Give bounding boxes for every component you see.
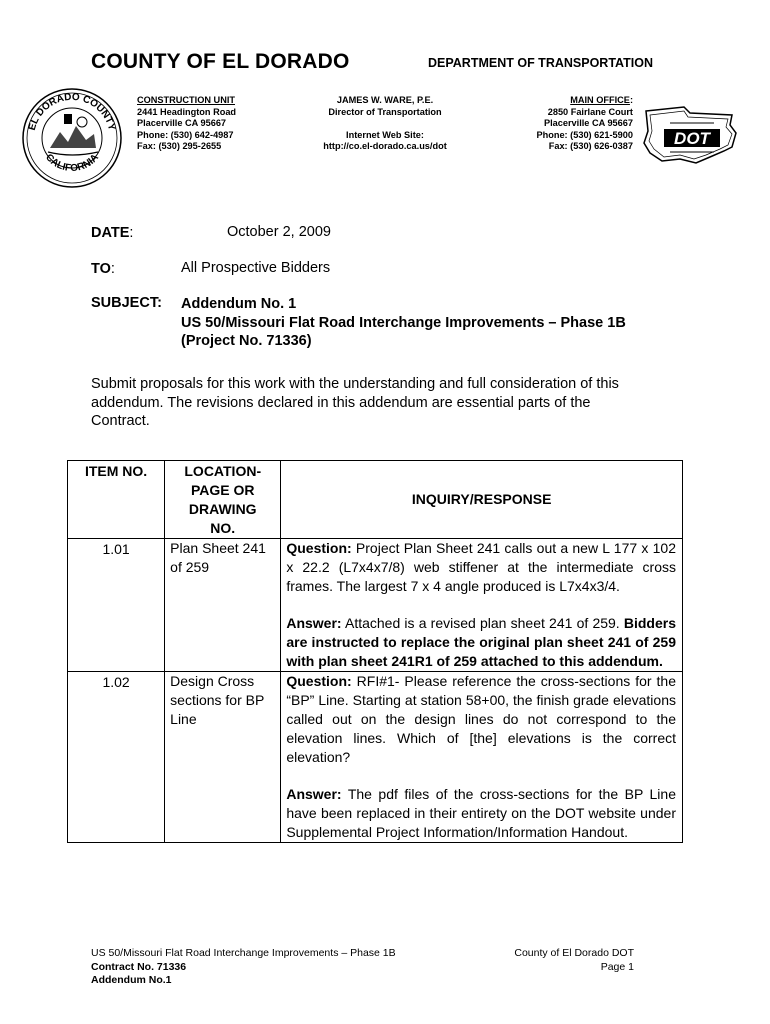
- construction-unit-city: Placerville CA 95667: [137, 118, 227, 128]
- item-location: Design Cross sections for BP Line: [165, 672, 281, 843]
- question-paragraph: [286, 672, 676, 767]
- subject-line: (Project No. 71336): [181, 333, 312, 349]
- to-label: TO: [91, 261, 111, 277]
- construction-unit-title: CONSTRUCTION UNIT: [137, 95, 235, 105]
- main-office-block: [505, 95, 633, 153]
- date-value: October 2, 2009: [227, 224, 331, 240]
- footer-org: County of El Dorado DOT: [514, 947, 634, 959]
- subject-label: SUBJECT:: [91, 295, 162, 311]
- item-response: [281, 539, 683, 672]
- intro-paragraph: Submit proposals for this work with the understanding and full consideration of this addendum. The revisions declared in this addendum are essential parts of the Contract.: [91, 376, 619, 429]
- item-response: [281, 672, 683, 843]
- subject-line: US 50/Missouri Flat Road Interchange Improvements – Phase 1B: [181, 314, 626, 331]
- director-block: [300, 95, 470, 153]
- construction-unit-phone: Phone: (530) 642-4987: [137, 129, 234, 140]
- header-location: LOCATION-PAGE OR DRAWING NO.: [165, 461, 281, 539]
- county-title: COUNTY OF EL DORADO: [91, 50, 350, 73]
- footer-addendum: Addendum No.1: [91, 974, 172, 986]
- to-value: All Prospective Bidders: [181, 260, 331, 276]
- date-row: [91, 224, 133, 242]
- main-office-phone: Phone: (530) 621-5900: [536, 129, 633, 140]
- subject-line: Addendum No. 1: [181, 296, 297, 312]
- dot-logo-text: DOT: [674, 129, 710, 148]
- footer-left: [91, 947, 396, 988]
- answer-text: The pdf files of the cross-sections for the BP Line have been replaced in their entirety on the DOT website under Supplemental Project Information/Information Handout.: [286, 786, 676, 840]
- item-location: Plan Sheet 241 of 259: [165, 539, 281, 672]
- main-office-title-colon: :: [629, 95, 633, 105]
- answer-text: Attached is a revised plan sheet 241 of 259.: [341, 615, 624, 631]
- footer-project: US 50/Missouri Flat Road Interchange Improvements – Phase 1B: [91, 947, 396, 959]
- question-paragraph: [286, 539, 676, 596]
- answer-paragraph: [286, 614, 676, 671]
- to-colon: :: [110, 261, 115, 277]
- construction-unit-block: [137, 95, 236, 153]
- question-text: Project Plan Sheet 241 calls out a new L 177 x 102 x 22.2 (L7x4x7/8) web stiffener at the intermediate cross frames. The largest 7 x 4 angle produced is L7x4x3/4.: [286, 540, 676, 594]
- date-label: DATE: [91, 225, 130, 241]
- dot-logo-icon: [640, 103, 738, 167]
- item-number: 1.01: [68, 539, 165, 672]
- director-name: JAMES W. WARE, P.E.: [336, 95, 434, 105]
- county-seal-icon: [20, 86, 124, 190]
- question-text: RFI#1- Please reference the cross-sections for the “BP” Line. Starting at station 58+00, the finish grade elevations called out on the design lines do not correspond to the elevation lines. Which of [the] elevations is the correct elevation?: [286, 673, 676, 765]
- answer-label: Answer:: [286, 615, 342, 631]
- website-url[interactable]: http://co.el-dorado.ca.us/dot: [323, 141, 447, 151]
- seal-top-text: EL DORADO COUNTY: [26, 91, 118, 132]
- answer-emphasis: Bidders are instructed to replace the original plan sheet 241 of 259 with plan sheet 241R1 of 259 attached to this addendum.: [286, 615, 676, 669]
- table-row: [68, 539, 683, 672]
- main-office-city: Placerville CA 95667: [543, 118, 633, 128]
- subject-block: [181, 295, 626, 351]
- construction-unit-fax: Fax: (530) 295-2655: [137, 141, 222, 151]
- to-row: [91, 260, 115, 278]
- director-title: Director of Transportation: [328, 106, 442, 117]
- answer-label: Answer:: [286, 786, 342, 802]
- question-label: Question:: [286, 540, 352, 556]
- department-title: DEPARTMENT OF TRANSPORTATION: [428, 56, 653, 70]
- answer-paragraph: [286, 785, 676, 842]
- header-item-no: ITEM NO.: [68, 461, 165, 539]
- seal-bottom-text: CALIFORNIA: [42, 152, 102, 175]
- footer-right: [470, 947, 634, 974]
- construction-unit-address: 2441 Headington Road: [137, 106, 237, 117]
- svg-text:EL DORADO COUNTY: [27, 92, 117, 132]
- header-inquiry-response: INQUIRY/RESPONSE: [281, 461, 683, 539]
- main-office-title: MAIN OFFICE: [570, 95, 630, 105]
- footer-page: Page 1: [600, 960, 634, 973]
- main-office-fax: Fax: (530) 626-0387: [548, 141, 633, 151]
- main-office-address: 2850 Fairlane Court: [547, 106, 633, 117]
- table-row: [68, 672, 683, 843]
- question-label: Question:: [286, 673, 352, 689]
- item-number: 1.02: [68, 672, 165, 843]
- website-label: Internet Web Site:: [346, 129, 424, 140]
- footer-contract: Contract No. 71336: [91, 960, 187, 973]
- date-colon: :: [129, 225, 134, 241]
- table-header-row: [68, 461, 683, 539]
- addendum-table: [67, 460, 683, 843]
